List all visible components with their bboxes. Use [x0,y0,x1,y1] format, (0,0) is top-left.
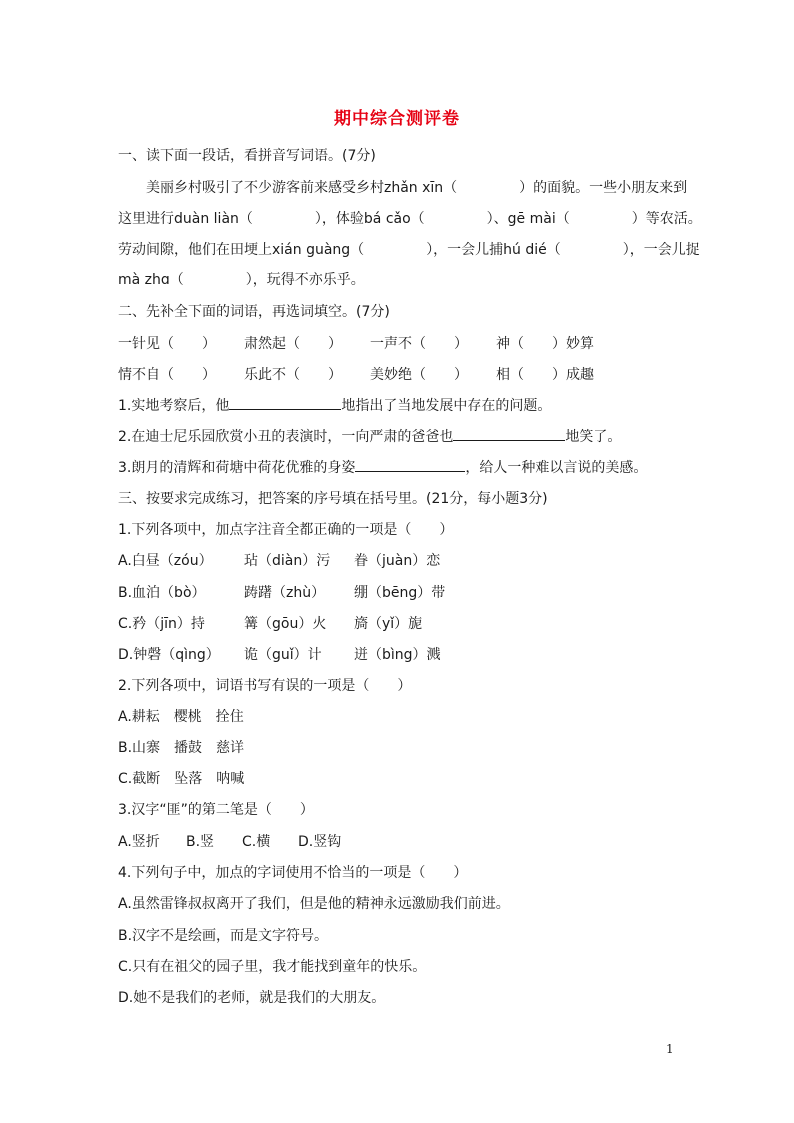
q4-option-c[interactable]: C.只有在祖父的园子里，我才能找到童年的快乐。 [118,959,427,975]
text: 地笑了。 [565,429,622,445]
option-part: D.钟磬（qìng） [118,647,220,663]
question-2: 2.下列各项中，词语书写有误的一项是（ ） [118,678,412,694]
idiom[interactable]: 神（ ）妙算 [496,336,594,352]
text: 1.实地考察后，他 [118,398,230,414]
option-part: C.矜（jīn）持 [118,616,205,632]
question-1: 1.下列各项中，加点字注音全都正确的一项是（ ） [118,522,454,538]
q4-option-a[interactable]: A.虽然雷锋叔叔离开了我们，但是他的精神永远激励我们前进。 [118,896,510,912]
q2-option-a[interactable]: A.耕耘 樱桃 拴住 [118,709,244,725]
idiom[interactable]: 相（ ）成趣 [496,367,594,383]
idiom-row-1 [118,334,594,354]
option-part: 迸（bìng）溅 [354,647,441,663]
fill-sentence-1 [118,396,551,416]
q1-option-b[interactable] [118,583,445,603]
text: 劳动间隙，他们在田埂上xián guàng（ [118,242,365,258]
text: 地指出了当地发展中存在的问题。 [341,398,552,414]
idiom[interactable]: 一声不（ ） [370,336,468,352]
q4-option-b[interactable]: B.汉字不是绘画，而是文字符号。 [118,928,329,944]
idiom[interactable]: 情不自（ ） [118,367,216,383]
fill-line[interactable] [355,458,465,472]
q3-option-d[interactable]: D.竖钩 [298,834,342,850]
idiom[interactable]: 肃然起（ ） [244,336,342,352]
text: ）、gē mài（ [486,211,570,227]
page-number: 1 [666,1042,674,1056]
idiom[interactable]: 乐此不（ ） [244,367,342,383]
section-3-heading: 三、按要求完成练习，把答案的序号填在括号里。(21分，每小题3分) [118,491,548,507]
text: ）等农活。 [631,211,702,227]
q1-option-c[interactable] [118,614,422,634]
text: ），一会儿捕hú dié（ [426,242,561,258]
q1-option-a[interactable] [118,551,440,571]
fill-line[interactable] [229,396,341,410]
text: mà zhɑ（ [118,272,184,288]
text: ）的面貌。一些小朋友来到 [519,180,688,196]
text: ，给人一种难以言说的美感。 [465,460,648,476]
text: 这里进行duàn liàn（ [118,211,253,227]
q1-option-d[interactable] [118,645,441,665]
text: 美丽乡村吸引了不少游客前来感受乡村zhǎn xīn（ [146,180,458,196]
text: ），玩得不亦乐乎。 [245,272,365,288]
paragraph-line-2 [118,209,702,229]
text: ），体验bá cǎo（ [314,211,425,227]
question-4: 4.下列句子中，加点的字词使用不恰当的一项是（ ） [118,865,468,881]
option-part: 旖（yǐ）旎 [354,616,423,632]
option-part: 绷（bēng）带 [354,585,446,601]
fill-sentence-2 [118,427,621,447]
q3-option-c[interactable]: C.横 [242,834,271,850]
q3-options [118,832,341,852]
option-part: 踌躇（zhù） [244,585,326,601]
paragraph-line-3 [118,240,700,260]
option-part: 玷（diàn）污 [244,553,331,569]
text: 2.在迪士尼乐园欣赏小丑的表演时，一向严肃的爸爸也 [118,429,454,445]
section-1-heading: 一、读下面一段话，看拼音写词语。(7分) [118,148,376,164]
q3-option-b[interactable]: B.竖 [186,834,215,850]
idiom[interactable]: 美妙绝（ ） [370,367,468,383]
idiom-row-2 [118,365,594,385]
paragraph-line-1 [146,178,687,198]
text: ），一会儿捉 [622,242,700,258]
q2-option-b[interactable]: B.山寨 播鼓 慈详 [118,740,245,756]
option-part: A.白昼（zóu） [118,553,213,569]
text: 3.朗月的清辉和荷塘中荷花优雅的身姿 [118,460,356,476]
idiom[interactable]: 一针见（ ） [118,336,216,352]
option-part: B.血泊（bò） [118,585,206,601]
q3-option-a[interactable]: A.竖折 [118,834,160,850]
option-part: 诡（guǐ）计 [244,647,322,663]
fill-sentence-3 [118,458,647,478]
fill-line[interactable] [453,427,565,441]
question-3: 3.汉字“匪”的第二笔是（ ） [118,802,314,818]
q2-option-c[interactable]: C.截断 坠落 呐喊 [118,771,245,787]
option-part: 眷（juàn）恋 [354,553,441,569]
option-part: 篝（gōu）火 [244,616,327,632]
section-2-heading: 二、先补全下面的词语，再选词填空。(7分) [118,304,390,320]
q4-option-d[interactable]: D.她不是我们的老师，就是我们的大朋友。 [118,990,386,1006]
page-title: 期中综合测评卷 [334,109,460,129]
paragraph-line-4 [118,270,365,290]
